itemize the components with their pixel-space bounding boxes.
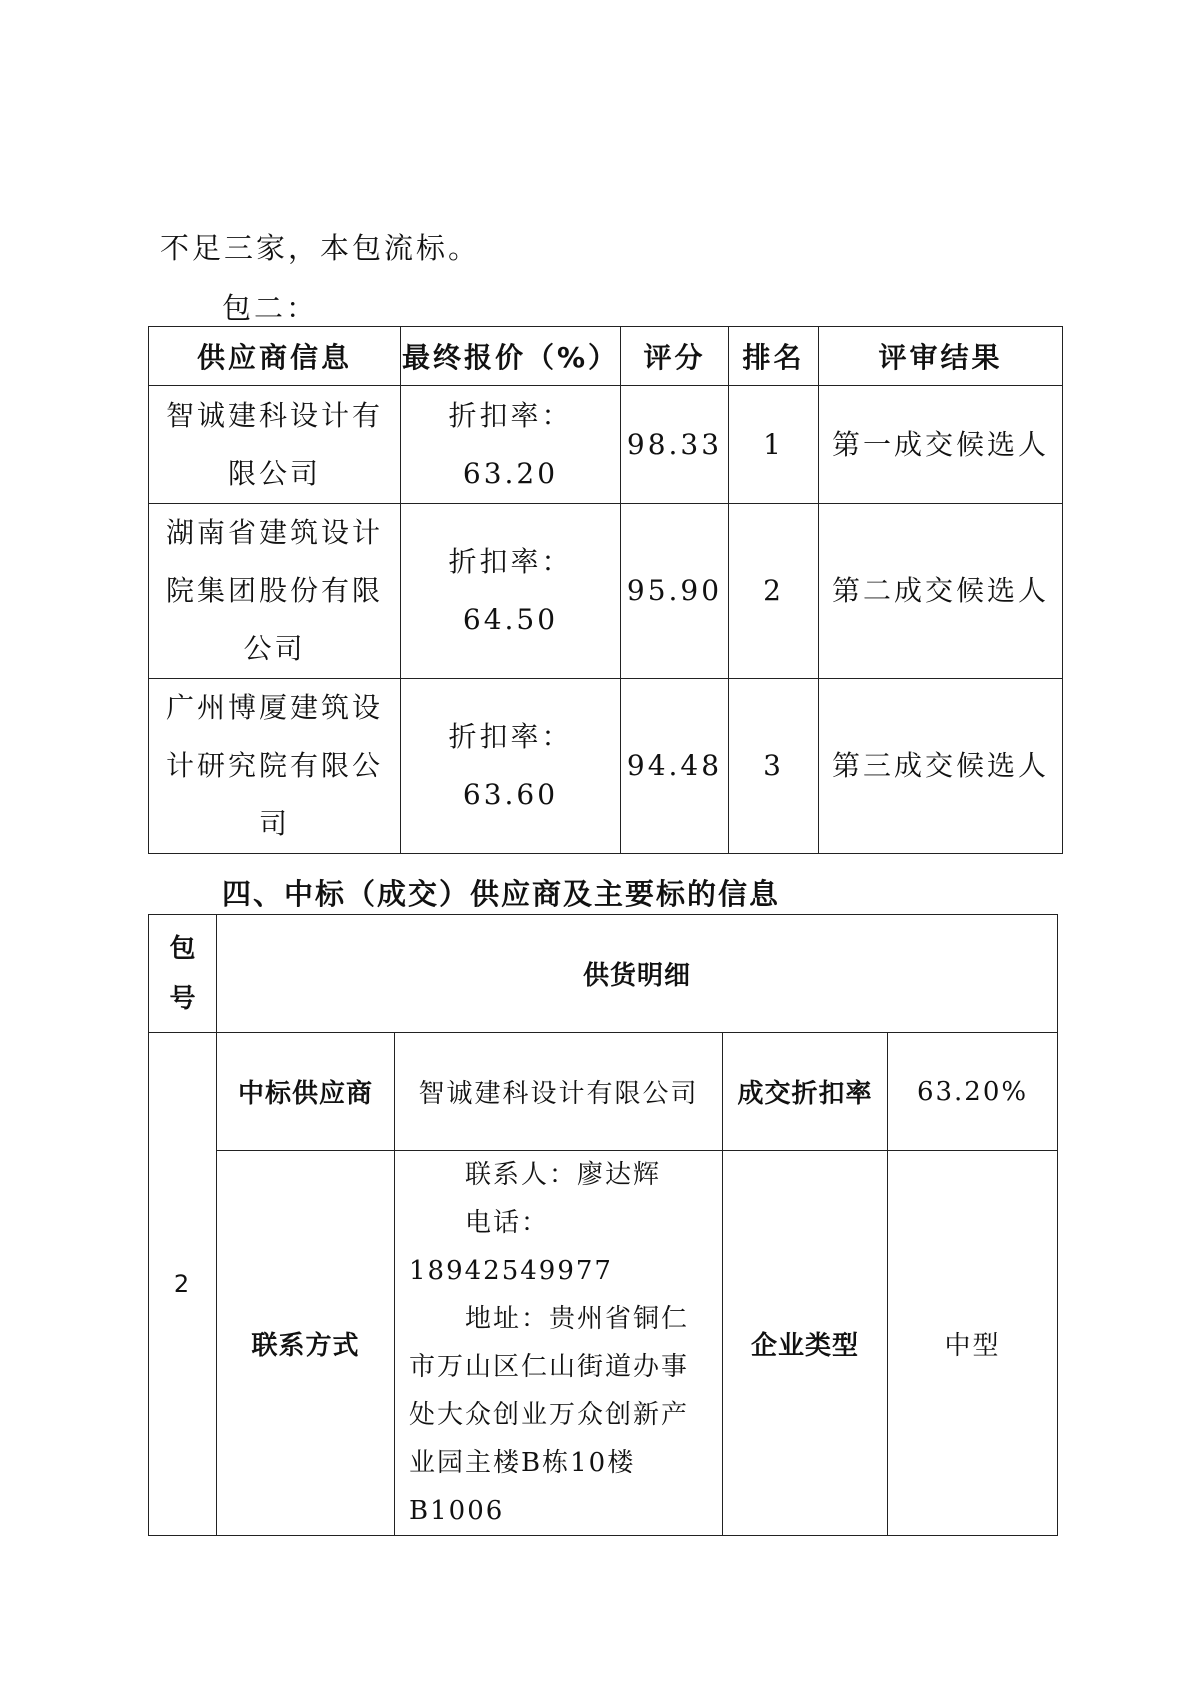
winner-label: 中标供应商 (217, 1033, 395, 1151)
package-two-label: 包二： (222, 291, 319, 325)
header-package-no: 包号 (149, 915, 217, 1033)
contact-phone: 电话：18942549977 (409, 1208, 613, 1286)
review-result: 第三成交候选人 (819, 679, 1063, 854)
section-heading-winner-info: 四、中标（成交）供应商及主要标的信息 (222, 877, 781, 911)
evaluation-results-table (148, 326, 1063, 854)
header-rank: 排名 (729, 327, 819, 386)
final-price: 折扣率：63.60 (401, 679, 621, 854)
discount-value: 63.20% (888, 1033, 1058, 1151)
table-row (149, 1033, 1058, 1151)
table-row (149, 1151, 1058, 1536)
paragraph-failed-bid: 不足三家，本包流标。 (160, 231, 481, 265)
company-type-value: 中型 (888, 1151, 1058, 1536)
supplier-name: 智诚建科设计有限公司 (149, 386, 401, 504)
discount-label: 成交折扣率 (723, 1033, 888, 1151)
package-number: 2 (149, 1033, 217, 1536)
review-result: 第一成交候选人 (819, 386, 1063, 504)
winner-value: 智诚建科设计有限公司 (395, 1033, 723, 1151)
supplier-name: 广州博厦建筑设计研究院有限公司 (149, 679, 401, 854)
table-row (149, 504, 1063, 679)
header-result: 评审结果 (819, 327, 1063, 386)
supplier-name: 湖南省建筑设计院集团股份有限公司 (149, 504, 401, 679)
score: 95.90 (621, 504, 729, 679)
table-row (149, 386, 1063, 504)
contact-details (395, 1151, 723, 1536)
rank: 2 (729, 504, 819, 679)
header-score: 评分 (621, 327, 729, 386)
table-row (149, 679, 1063, 854)
rank: 3 (729, 679, 819, 854)
contact-address: 地址：贵州省铜仁市万山区仁山街道办事处大众创业万众创新产业园主楼B栋10楼B1006 (409, 1304, 690, 1526)
contact-person: 联系人：廖达辉 (465, 1160, 662, 1190)
rank: 1 (729, 386, 819, 504)
contact-label: 联系方式 (217, 1151, 395, 1536)
score: 98.33 (621, 386, 729, 504)
score: 94.48 (621, 679, 729, 854)
review-result: 第二成交候选人 (819, 504, 1063, 679)
header-supplier: 供应商信息 (149, 327, 401, 386)
table-header-row (149, 327, 1063, 386)
header-supply-details: 供货明细 (217, 915, 1058, 1033)
final-price: 折扣率：63.20 (401, 386, 621, 504)
final-price: 折扣率：64.50 (401, 504, 621, 679)
table-header-row (149, 915, 1058, 1033)
winner-info-table (148, 914, 1058, 1536)
header-final-price: 最终报价（%） (401, 327, 621, 386)
company-type-label: 企业类型 (723, 1151, 888, 1536)
